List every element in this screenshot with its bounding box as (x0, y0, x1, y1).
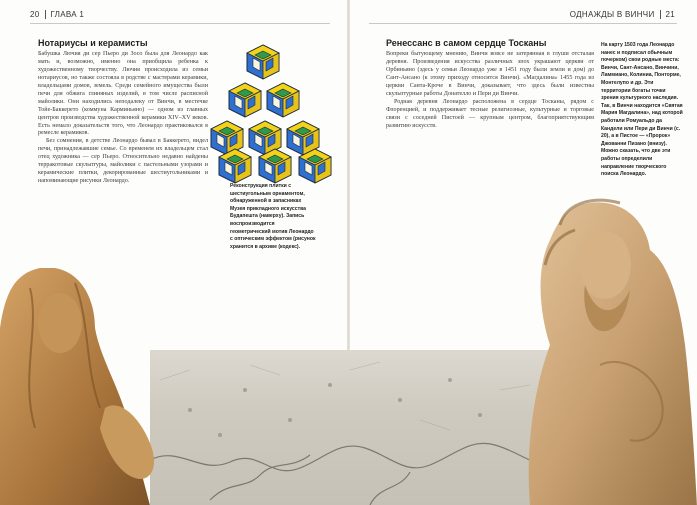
right-running-head (570, 10, 675, 19)
prophet-statue (520, 195, 697, 505)
head-divider (45, 10, 46, 19)
left-image-caption: Реконструкция плитки с шестиугольным орнаментом, обнаруженной в запасниках Музея прикладного искусства Будапешта (наверху). Запись воспроизводится геометрический мотив Леонардо с оптическим эффектом (рисунок хранится в архиве (кодекс). (230, 183, 316, 250)
hexagon-tile-illustration (205, 35, 345, 185)
left-paragraph: Без сомнения, в детстве Леонардо бывал в Баккерето, видел печи, принадлежавшие семье. Со временем их владельцем стал отец художника — сер Пьеро. Относительно недавно найдены терракотовые скульптуры, майолики с пастельными узорами и керамические плитки, декорированные шестиугольниками и напоминающие рисунки Леонардо. (38, 138, 208, 185)
left-page-number: 20 (30, 10, 40, 19)
right-image-caption: На карту 1503 года Леонардо нанес и подписал обычным почерком) свои родные места: Винчи, Сант-Ансано, Винчини, Ламмиано, Колиниа, Понторме, Монтелупо и др. Эти территории богаты точки зрения культурного наследия. Так, в Винчи находится «Святая Мария Магдалина», над которой работали Ромуальдо да Кандели или Пери ди Винчи (с. 20), а в Пистое — «Пророк» Джованни Пизано (внизу). Можно сказать, что две эти работы определили направление творческого поиска Леонардо. (601, 42, 683, 178)
left-head-rule (30, 23, 330, 24)
right-paragraph: Родная деревня Леонардо расположена в сердце Тосканы, рядом с Флоренцией, и поддерживает тесные религиозные, культурные и торговые связи с соседней Пистоей — крупным центром, благоприятствующим развитию искусств. (386, 98, 594, 129)
magdalene-statue (0, 268, 175, 505)
right-section-heading: Ренессанс в самом сердце Тосканы (386, 38, 547, 48)
right-text-column (386, 40, 594, 130)
left-paragraph: Бабушка Лючия ди сер Пьеро ди Зосо была для Леонардо как мать и, возможно, именно она приобщила ребенка к художественному творчеству. Лючия происходила из семьи нотариусов, но также состояла в родстве с мастерами керамики, владельцами домов, земель. Среди семейного имущества были печи для обжига глиняных изделий, в том числе расписной майолики. Они находились неподалеку от Винчи, в местечке Тойе-Баккерето (коммуна Карминьяно) — одном из главных центров производства художественной керамики XIV–XV веков. Есть немало доказательств того, что Леонардо практиковался в ремесле керамиков. (38, 50, 208, 137)
right-head-rule (369, 23, 677, 24)
right-page-number: 21 (665, 10, 675, 19)
right-chapter-title: ОДНАЖДЫ В ВИНЧИ (569, 10, 655, 19)
left-section-heading: Нотариусы и керамисты (38, 38, 148, 48)
left-chapter-label: ГЛАВА 1 (50, 10, 85, 19)
head-divider (660, 10, 661, 19)
leonardo-map-drawing (150, 350, 548, 505)
left-text-column (38, 40, 208, 186)
left-running-head (30, 10, 84, 19)
right-paragraph: Вопреки бытующему мнению, Винчи вовсе не затерянная в глуши отсталая деревня. Произведения искусства различных эпох украшают церкви от Орбиньяно (здесь у семьи Леонардо уже в 1451 году были земли и дом) до Сант-Ансано (к этому приходу относится Винчи). «Магдалина» 1455 года из церкви Санта-Кроче в Винчи, доказывает, что здесь были известны скульптурные работы Донателло и Пери ди Винчи. (386, 50, 594, 97)
